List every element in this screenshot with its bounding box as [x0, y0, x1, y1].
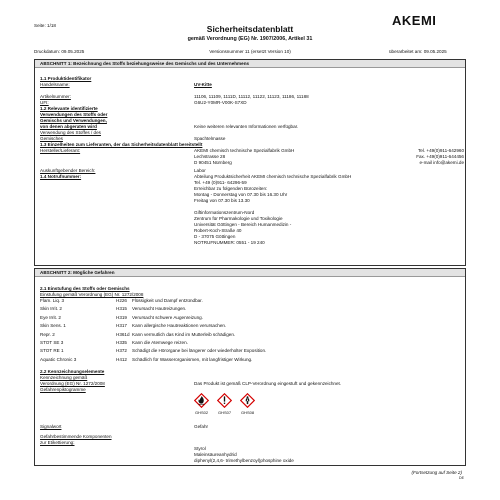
classification-title: Einstufung gemäß Verordnung (EG) Nr. 1272/2008 — [40, 292, 144, 297]
hazard-code: H317 — [116, 323, 127, 329]
ufi-value: G6U2-Y0MR-V00K-S7XD — [194, 100, 247, 105]
hazard-code: H315 — [116, 306, 127, 312]
use-label-line2: Gemisches — [40, 136, 63, 141]
trade-name-value: UV-Kitte — [194, 82, 212, 87]
emergency-line: D - 37075 Göttingen — [194, 234, 236, 239]
heading-2-1: 2.1 Einstufung des Stoffs oder Gemischs — [40, 286, 130, 291]
hazard-category: Eye Irrit. 2 — [40, 314, 61, 320]
print-date: Druckdatum: 09.05.2025 — [34, 49, 85, 54]
heading-1-2-line3: Gemischs und Verwendungen, — [40, 118, 107, 123]
page-number: Seite: 1/18 — [34, 23, 56, 28]
ghs02-pictogram-icon — [194, 393, 209, 408]
info-dept-value: Labor — [194, 168, 206, 173]
emergency-line: Zentrum für Pharmakologie und Toxikologie — [194, 216, 283, 221]
hazard-category: STOT RE 1 — [40, 348, 64, 354]
use-value: Spachtelmasse — [194, 136, 226, 141]
hazard-category: Flam. Liq. 3 — [40, 298, 64, 303]
emergency-line: NOTRUFNUMMER: 0551 - 19 240 — [194, 240, 265, 245]
hazard-statement: Schädigt die Hörorgane bei längerer oder wiederholter Exposition. — [132, 348, 267, 354]
hazard-code: H372 — [116, 348, 127, 354]
hazard-category: Skin Sens. 1 — [40, 323, 66, 329]
component-item: Maleinsäureanhydrid — [194, 452, 237, 457]
hazard-category: Skin Irrit. 2 — [40, 306, 62, 312]
hazard-statement: Schädlich für Wasserorganismen, mit langfristiger Wirkung. — [132, 356, 253, 362]
contact-fax: Fax. +49(0)911-644456 — [416, 154, 464, 159]
manufacturer-line: D 90451 Nürnberg — [194, 160, 232, 165]
signal-word-label: Signalwort — [40, 424, 62, 429]
hazard-category: STOT SE 3 — [40, 340, 64, 345]
labelling-line1: Kennzeichnung gemäß — [40, 375, 88, 380]
pictograms-label: Gefahrenpiktogramme — [40, 387, 86, 392]
pictogram-label: GHS02 — [194, 410, 209, 415]
emergency-line: Robert-Koch-Straße 40 — [194, 228, 242, 233]
pictogram-label: GHS08 — [240, 410, 255, 415]
info-dept-label: Auskunftgebender Bereich: — [40, 168, 96, 173]
heading-1-2-line1: 1.2 Relevante identifizierte — [40, 106, 98, 111]
hazard-code: H361d — [116, 331, 130, 337]
heading-1-1: 1.1 Produktidentifikator — [40, 76, 92, 81]
contact-email[interactable]: e-mail info@akemi.de — [419, 160, 464, 165]
manufacturer-line: Lechstrasse 28 — [194, 154, 226, 159]
continuation-note: (Fortsetzung auf Seite 2) — [411, 470, 462, 475]
components-label-line1: Gefahrbestimmende Komponenten — [40, 434, 112, 439]
akemi-logo: AKEMI — [392, 13, 437, 28]
emergency-line: Giftinformationszentrum-Nord — [194, 210, 255, 215]
hazard-statement: Flüssigkeit und Dampf entzündbar. — [132, 298, 203, 303]
hazard-code: H226 — [116, 298, 127, 303]
components-label-line2: zur Etikettierung: — [40, 440, 75, 445]
component-item: diphenyl(2,4,6- trimethylbenzoyl)phosphine oxide — [194, 458, 294, 463]
trade-name-label: Handelsname: — [40, 82, 70, 87]
document-subtitle: gemäß Verordnung (EG) Nr. 1907/2006, Artikel 31 — [187, 36, 313, 42]
hazard-statement: Kann vermutlich das Kind im Mutterleib schädigen. — [132, 331, 236, 337]
uses-value: Keine weiteren relevanten Informationen verfügbar. — [194, 124, 299, 129]
labelling-value: Das Produkt ist gemäß CLP-Verordnung eingestuft und gekennzeichnet. — [194, 381, 342, 386]
hazard-code: H319 — [116, 314, 127, 320]
hazard-code: H335 — [116, 340, 127, 345]
labelling-line2: Verordnung (EG) Nr. 1272/2008 — [40, 381, 105, 386]
article-number-value: 11106, 11109, 1111D, 11112, 11122, 11123, 11186, 11188 — [194, 94, 309, 99]
manufacturer-line: AKEMI chemisch technische Spezialfabrik GmbH — [194, 148, 295, 153]
emergency-line: Abteilung Produktsicherheit AKEMI chemisch technische Spezialfabrik GmbH — [194, 174, 352, 179]
use-label-line1: Verwendung des Stoffes / des — [40, 130, 101, 135]
signal-word-value: Gefahr — [194, 424, 209, 429]
article-number-label: Artikelnummer: — [40, 94, 71, 99]
heading-1-2-line2: Verwendungen des Stoffs oder — [40, 112, 108, 117]
component-item: Styrol — [194, 446, 206, 451]
ghs08-pictogram-icon — [240, 393, 255, 408]
heading-2-2: 2.2 Kennzeichnungselemente — [40, 369, 105, 374]
emergency-line: Tel. +49 (0)911- 64296-59 — [194, 180, 247, 185]
emergency-line: Montag - Donnerstag von 07.30 bis 16.30 Uhr — [194, 192, 288, 197]
document-title: Sicherheitsdatenblatt — [206, 24, 294, 34]
ufi-label: UFI: — [40, 100, 49, 105]
emergency-line: Universität Göttingen - Bereich Humanmedizin - — [194, 222, 292, 227]
hazard-category: Aquatic Chronic 3 — [40, 356, 77, 362]
emergency-line: Freitag von 07.30 bis 13.30 — [194, 198, 250, 203]
manufacturer-label: Hersteller/Lieferant: — [40, 148, 81, 153]
section-2-title: ABSCHNITT 2: Mögliche Gefahren — [40, 270, 115, 275]
section-1-title: ABSCHNITT 1: Bezeichnung des Stoffs beziehungsweise des Gemischs und des Unternehmens — [40, 61, 250, 66]
hazard-code: H412 — [116, 356, 127, 362]
heading-1-2-line4: von denen abgeraten wird — [40, 124, 97, 129]
heading-1-3: 1.3 Einzelheiten zum Lieferanten, der das Sicherheitsdatenblatt bereitstellt — [40, 142, 203, 147]
hazard-category: Repr. 2 — [40, 331, 55, 337]
version-number: Versionsnummer 11 (ersetzt Version 10) — [209, 49, 291, 54]
ghs07-pictogram-icon — [217, 393, 232, 408]
revision-date: überarbeitet am: 09.05.2025 — [389, 49, 447, 54]
section-1-box — [34, 59, 466, 266]
hazard-statement: Verursacht schwere Augenreizung. — [132, 314, 203, 320]
hazard-statement: Kann allergische Hautreaktionen verursachen. — [132, 323, 227, 329]
contact-phone: Tel. +49(0)911-642960 — [417, 148, 464, 153]
emergency-line: Erreichbar zu folgenden Bürozeiten: — [194, 186, 268, 191]
footer-code: DE — [459, 476, 464, 480]
pictogram-label: GHS07 — [217, 410, 232, 415]
hazard-statement: Kann die Atemwege reizen. — [132, 340, 188, 345]
hazard-statement: Verursacht Hautreizungen. — [132, 306, 187, 312]
heading-1-4: 1.4 Notrufnummer: — [40, 174, 82, 179]
